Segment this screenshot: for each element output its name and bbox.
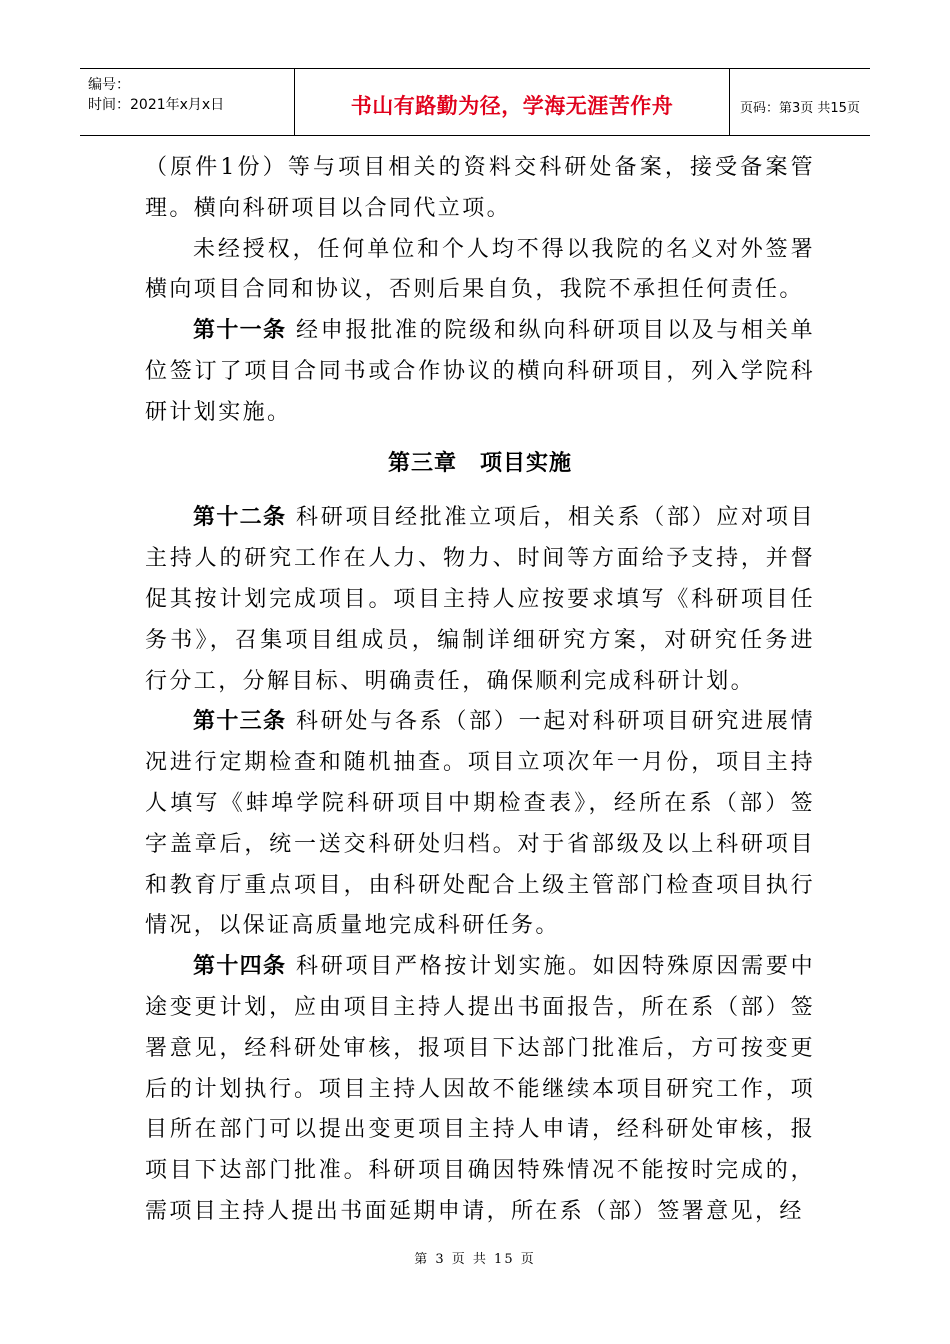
- document-body: [145, 148, 815, 1233]
- article-12: [145, 498, 815, 702]
- article-number: 第十三条: [193, 709, 287, 735]
- document-date-label: 时间：2021年x月x日: [88, 97, 225, 113]
- paragraph-text: 未经授权，任何单位和个人均不得以我院的名义对外签署横向项目合同和协议，否则后果自负，我院不承担任何责任。: [145, 236, 815, 303]
- article-text: 科研项目严格按计划实施。如因特殊原因需要中途变更计划，应由项目主持人提出书面报告，所在系（部）签署意见，经科研处审核，报项目下达部门批准后，方可按变更后的计划执行。项目主持人因故不能继续本项目研究工作，项目所在部门可以提出变更项目主持人申请，经科研处审核，报项目下达部门批准。科研项目确因特殊情况不能按时完成的，需项目主持人提出书面延期申请，所在系（部）签署意见，经: [145, 954, 815, 1224]
- paragraph-text: （原件1份）等与项目相关的资料交科研处备案，接受备案管理。横向科研项目以合同代立项。: [145, 155, 815, 221]
- article-number: 第十一条: [193, 318, 287, 344]
- chapter-title: 第三章 项目实施: [387, 450, 572, 476]
- article-number: 第十四条: [193, 954, 287, 980]
- header-meta: [80, 69, 294, 135]
- article-text: 经申报批准的院级和纵向科研项目以及与相关单位签订了项目合同书或合作协议的横向科研项目，列入学院科研计划实施。: [145, 318, 815, 425]
- document-number-label: 编号：: [88, 77, 130, 93]
- article-11: [145, 311, 815, 433]
- footer-page-number: 第 3 页 共 15 页: [414, 1252, 536, 1267]
- article-text: 科研处与各系（部）一起对科研项目研究进展情况进行定期检查和随机抽查。项目立项次年一月份，项目主持人填写《蚌埠学院科研项目中期检查表》，经所在系（部）签字盖章后，统一送交科研处归档。对于省部级及以上科研项目和教育厅重点项目，由科研处配合上级主管部门检查项目执行情况，以保证高质量地完成科研任务。: [145, 709, 815, 939]
- paragraph: [145, 230, 815, 312]
- article-text: 科研项目经批准立项后，相关系（部）应对项目主持人的研究工作在人力、物力、时间等方面给予支持，并督促其按计划完成项目。项目主持人应按要求填写《科研项目任务书》，召集项目组成员，编制详细研究方案，对研究任务进行分工，分解目标、明确责任，确保顺利完成科研计划。: [145, 505, 815, 694]
- page-header: [80, 68, 870, 136]
- header-motto-cell: [294, 69, 730, 135]
- header-page-cell: [730, 69, 870, 135]
- article-number: 第十二条: [193, 505, 287, 531]
- page-footer: [0, 1248, 950, 1267]
- header-motto: 书山有路勤为径，学海无涯苦作舟: [350, 94, 674, 118]
- article-14: [145, 947, 815, 1233]
- header-page-label: 页码：第3页 共15页: [740, 100, 860, 116]
- paragraph-continuation: [145, 148, 815, 230]
- article-13: [145, 702, 815, 947]
